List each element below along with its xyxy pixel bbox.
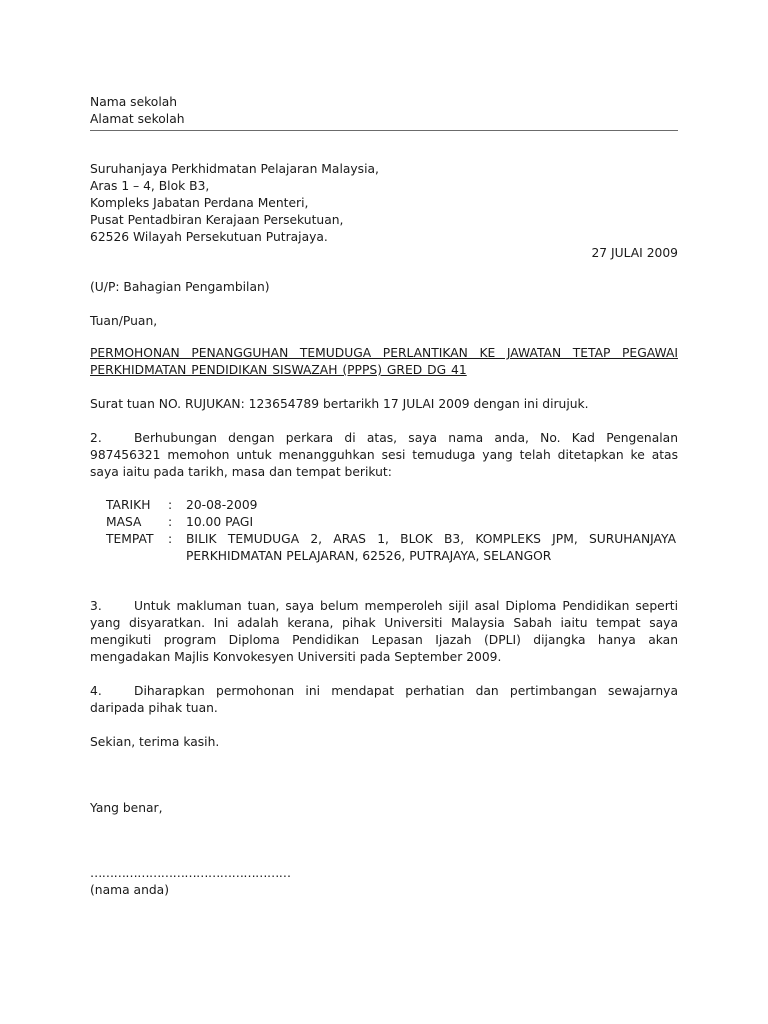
- paragraph-4: [90, 683, 678, 717]
- recipient-line: 62526 Wilayah Persekutuan Putrajaya.: [90, 230, 328, 244]
- closing-line: Sekian, terima kasih.: [90, 735, 220, 749]
- details-colon: :: [168, 532, 173, 546]
- details-row: [106, 497, 676, 514]
- interview-details: [106, 497, 676, 565]
- recipient-line: Suruhanjaya Perkhidmatan Pelajaran Malaysia,: [90, 162, 379, 176]
- sender-block: [90, 94, 678, 128]
- attention-line: (U/P: Bahagian Pengambilan): [90, 280, 270, 294]
- paragraph-text: Berhubungan dengan perkara di atas, saya nama anda, No. Kad Pengenalan 987456321 memohon untuk menangguhkan sesi temuduga yang telah ditetapkan ke atas saya iaitu pada tarikh, masa dan tempat berikut:: [90, 431, 678, 479]
- details-value: 10.00 PAGI: [186, 515, 254, 529]
- signature-line: ……………………………………………: [90, 866, 291, 880]
- recipient-line: Kompleks Jabatan Perdana Menteri,: [90, 196, 309, 210]
- details-row: [106, 514, 676, 531]
- letter-subject: PERMOHONAN PENANGGUHAN TEMUDUGA PERLANTIKAN KE JAWATAN TETAP PEGAWAI PERKHIDMATAN PENDIDIKAN SISWAZAH (PPPS) GRED DG 41: [90, 346, 678, 377]
- paragraph-number: 4.: [90, 684, 102, 698]
- salutation: Tuan/Puan,: [90, 314, 158, 328]
- paragraph-number: 3.: [90, 599, 102, 613]
- details-row: [106, 531, 676, 565]
- paragraph-3: [90, 598, 678, 666]
- details-value: 20-08-2009: [186, 498, 258, 512]
- details-label: MASA: [106, 515, 142, 529]
- recipient-address: [90, 161, 678, 246]
- paragraph-text: Diharapkan permohonan ini mendapat perhatian dan pertimbangan sewajarnya daripada pihak tuan.: [90, 684, 678, 715]
- signature-name: (nama anda): [90, 883, 170, 897]
- recipient-line: Aras 1 – 4, Blok B3,: [90, 179, 210, 193]
- details-colon: :: [168, 515, 173, 529]
- sender-school-name: Nama sekolah: [90, 95, 178, 109]
- details-colon: :: [168, 498, 173, 512]
- paragraph-text: Untuk makluman tuan, saya belum memperoleh sijil asal Diploma Pendidikan seperti yang disyaratkan. Ini adalah kerana, pihak Universiti Malaysia Sabah iaitu tempat saya mengikuti program Diploma Pendidikan Lepasan Ijazah (DPLI) dijangka hanya akan mengadakan Majlis Konvokesyen Universiti pada September 2009.: [90, 599, 678, 664]
- reference-line: Surat tuan NO. RUJUKAN: 123654789 bertarikh 17 JULAI 2009 dengan ini dirujuk.: [90, 397, 589, 411]
- paragraph-number: 2.: [90, 431, 102, 445]
- letter-date: 27 JULAI 2009: [591, 246, 678, 260]
- recipient-line: Pusat Pentadbiran Kerajaan Persekutuan,: [90, 213, 344, 227]
- signoff: Yang benar,: [90, 801, 163, 815]
- sender-school-address: Alamat sekolah: [90, 112, 185, 126]
- details-value: BILIK TEMUDUGA 2, ARAS 1, BLOK B3, KOMPLEKS JPM, SURUHANJAYA PERKHIDMATAN PELAJARAN, 62526, PUTRAJAYA, SELANGOR: [186, 532, 676, 563]
- paragraph-2: [90, 430, 678, 481]
- details-label: TARIKH: [106, 498, 151, 512]
- header-divider: [90, 130, 678, 131]
- details-label: TEMPAT: [106, 532, 154, 546]
- letter-page: [90, 94, 678, 899]
